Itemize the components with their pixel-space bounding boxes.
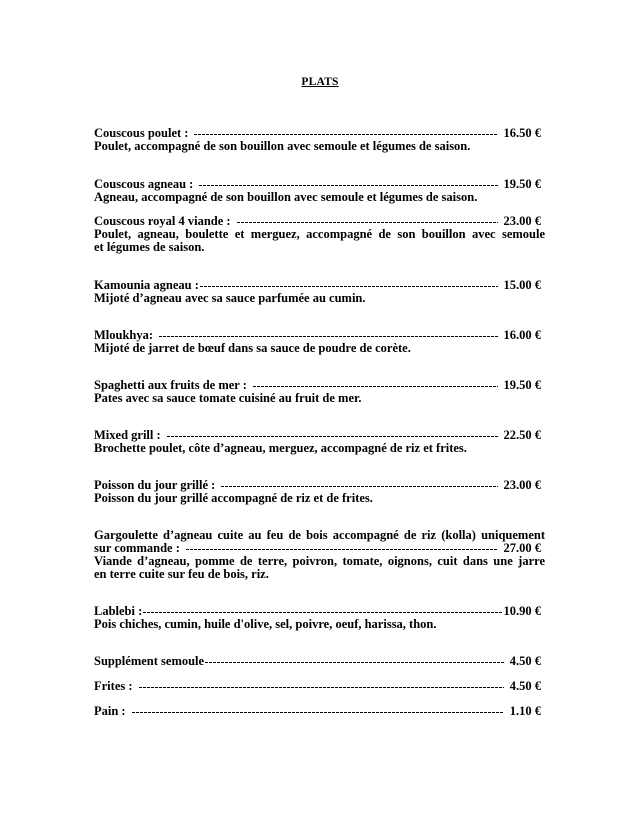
menu-title: PLATS <box>301 76 339 88</box>
menu-item-lablebi <box>94 605 545 631</box>
item-row <box>94 705 541 718</box>
item-price: 1.10 € <box>509 704 541 718</box>
item-name-intro: Gargoulette d’agneau cuite au feu de bois accompagné de riz (kolla) uniquement <box>94 528 545 542</box>
item-price: 27.00 € <box>503 541 541 555</box>
menu-item-pain <box>94 705 545 718</box>
menu-item-couscous-agneau <box>94 178 545 204</box>
item-description: Viande d’agneau, pomme de terre, poivron, tomate, oignons, cuit dans une jarre <box>94 554 545 568</box>
item-description: Pates avec sa sauce tomate cuisiné au fruit de mer. <box>94 391 362 405</box>
item-name: Mloukhya: <box>94 328 154 342</box>
price-leader <box>167 436 498 437</box>
item-price: 22.50 € <box>503 428 541 442</box>
item-price: 10.90 € <box>503 604 541 618</box>
item-price: 19.50 € <box>503 177 541 191</box>
item-description: Mijoté d’agneau avec sa sauce parfumée au cumin. <box>94 291 366 305</box>
item-name: Frites : <box>94 679 133 693</box>
price-leader <box>200 286 498 287</box>
item-price: 19.50 € <box>503 378 541 392</box>
menu-item-supplement-semoule <box>94 655 545 668</box>
item-name: Supplément semoule <box>94 654 205 668</box>
price-leader <box>205 662 504 663</box>
menu-item-gargoulette <box>94 529 545 581</box>
menu-item-mixed-grill <box>94 429 545 455</box>
item-row <box>94 655 541 668</box>
item-name: Couscous agneau : <box>94 177 194 191</box>
menu-item-kamounia-agneau <box>94 279 545 305</box>
price-leader <box>237 222 498 223</box>
item-description: et légumes de saison. <box>94 240 205 254</box>
price-leader <box>194 134 497 135</box>
menu-item-mloukhya <box>94 329 545 355</box>
item-name: Kamounia agneau : <box>94 278 199 292</box>
item-price: 23.00 € <box>503 478 541 492</box>
menu-item-poisson-du-jour <box>94 479 545 505</box>
item-price: 16.50 € <box>503 126 541 140</box>
price-leader <box>221 486 497 487</box>
item-price: 23.00 € <box>503 214 541 228</box>
price-leader <box>132 712 504 713</box>
item-description: Poulet, accompagné de son bouillon avec semoule et légumes de saison. <box>94 139 471 153</box>
price-leader <box>199 185 497 186</box>
item-description: en terre cuite sur feu de bois, riz. <box>94 567 269 581</box>
item-name: Couscous poulet : <box>94 126 189 140</box>
item-price: 4.50 € <box>509 679 541 693</box>
item-description: Poulet, agneau, boulette et merguez, accompagné de son bouillon avec semoule <box>94 227 545 241</box>
item-price: 16.00 € <box>503 328 541 342</box>
item-name: sur commande : <box>94 541 180 555</box>
item-name: Lablebi : <box>94 604 143 618</box>
menu-item-spaghetti <box>94 379 545 405</box>
price-leader <box>186 549 498 550</box>
menu-item-couscous-royal <box>94 215 545 254</box>
item-description: Brochette poulet, côte d’agneau, merguez, accompagné de riz et frites. <box>94 441 467 455</box>
price-leader <box>139 687 504 688</box>
price-leader <box>143 612 502 613</box>
item-name: Mixed grill : <box>94 428 161 442</box>
item-description: Agneau, accompagné de son bouillon avec semoule et légumes de saison. <box>94 190 478 204</box>
price-leader <box>253 386 498 387</box>
menu-item-frites <box>94 680 545 693</box>
item-row <box>94 680 541 693</box>
item-description: Pois chiches, cumin, huile d'olive, sel, poivre, oeuf, harissa, thon. <box>94 617 437 631</box>
item-name: Poisson du jour grillé : <box>94 478 216 492</box>
item-description: Mijoté de jarret de bœuf dans sa sauce de poudre de corète. <box>94 341 411 355</box>
menu-item-couscous-poulet <box>94 127 545 153</box>
price-leader <box>159 336 497 337</box>
item-name: Pain : <box>94 704 126 718</box>
item-name: Couscous royal 4 viande : <box>94 214 231 228</box>
item-name: Spaghetti aux fruits de mer : <box>94 378 247 392</box>
item-price: 4.50 € <box>509 654 541 668</box>
item-description: Poisson du jour grillé accompagné de riz et de frites. <box>94 491 373 505</box>
item-price: 15.00 € <box>503 278 541 292</box>
